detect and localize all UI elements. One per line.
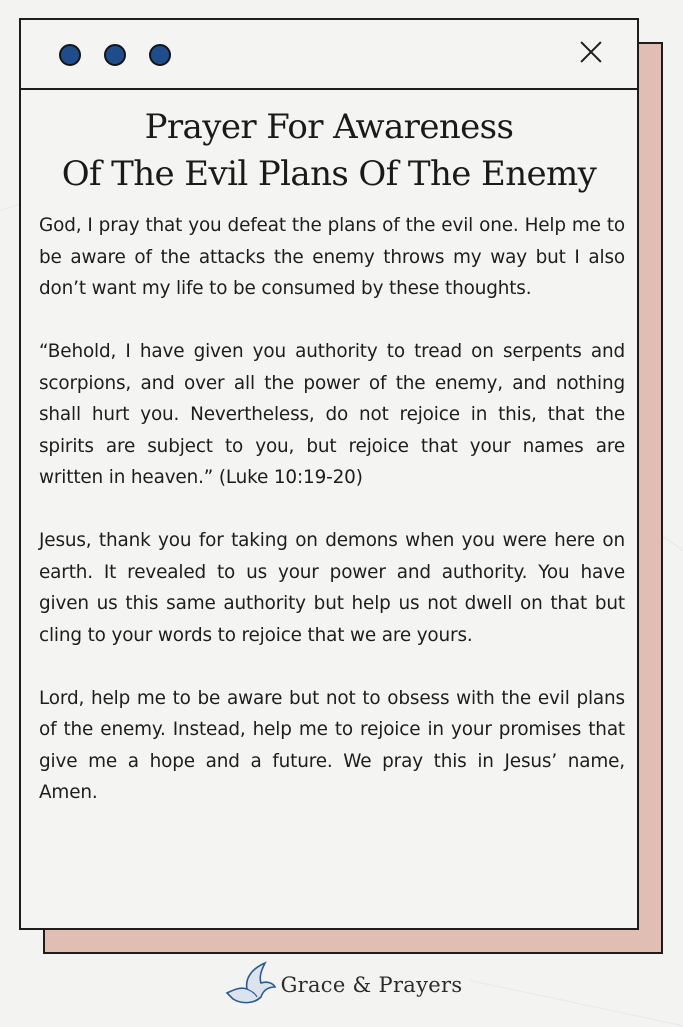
- page-title: [21, 104, 637, 198]
- dove-icon: [221, 959, 277, 1011]
- title-line-1: Prayer For Awareness: [144, 107, 514, 147]
- brand-name: Grace & Prayers: [280, 973, 463, 997]
- scripture-quote: “Behold, I have given you authority to tread on serpents and scorpions, and over all the power of the enemy, and nothing shall hurt you. Nevertheless, do not rejoice in this, that the spirits are subject to you, but rejoice that your names are written in heaven.” (Luke 10:19-20): [39, 341, 625, 488]
- prayer-window: [19, 18, 639, 930]
- window-dot-icon: [104, 44, 126, 66]
- prayer-body: [21, 198, 637, 809]
- footer: [0, 960, 683, 1010]
- prayer-paragraph: God, I pray that you defeat the plans of the evil one. Help me to be aware of the attacks the enemy throws my way but I also don’t want my life to be consumed by these thoughts.: [39, 215, 625, 299]
- title-line-2: Of The Evil Plans Of The Enemy: [61, 154, 597, 194]
- window-dot-icon: [149, 44, 171, 66]
- prayer-paragraph: Jesus, thank you for taking on demons when you were here on earth. It revealed to us your power and authority. You have given us this same authority but help us not dwell on that but cling to your words to rejoice that we are yours.: [39, 530, 625, 646]
- close-icon[interactable]: [579, 40, 603, 64]
- prayer-paragraph: Lord, help me to be aware but not to obsess with the evil plans of the enemy. Instead, help me to rejoice in your promises that give me a hope and a future. We pray this in Jesus’ name, Amen.: [39, 687, 625, 803]
- window-dot-icon: [59, 44, 81, 66]
- window-titlebar: [21, 20, 637, 90]
